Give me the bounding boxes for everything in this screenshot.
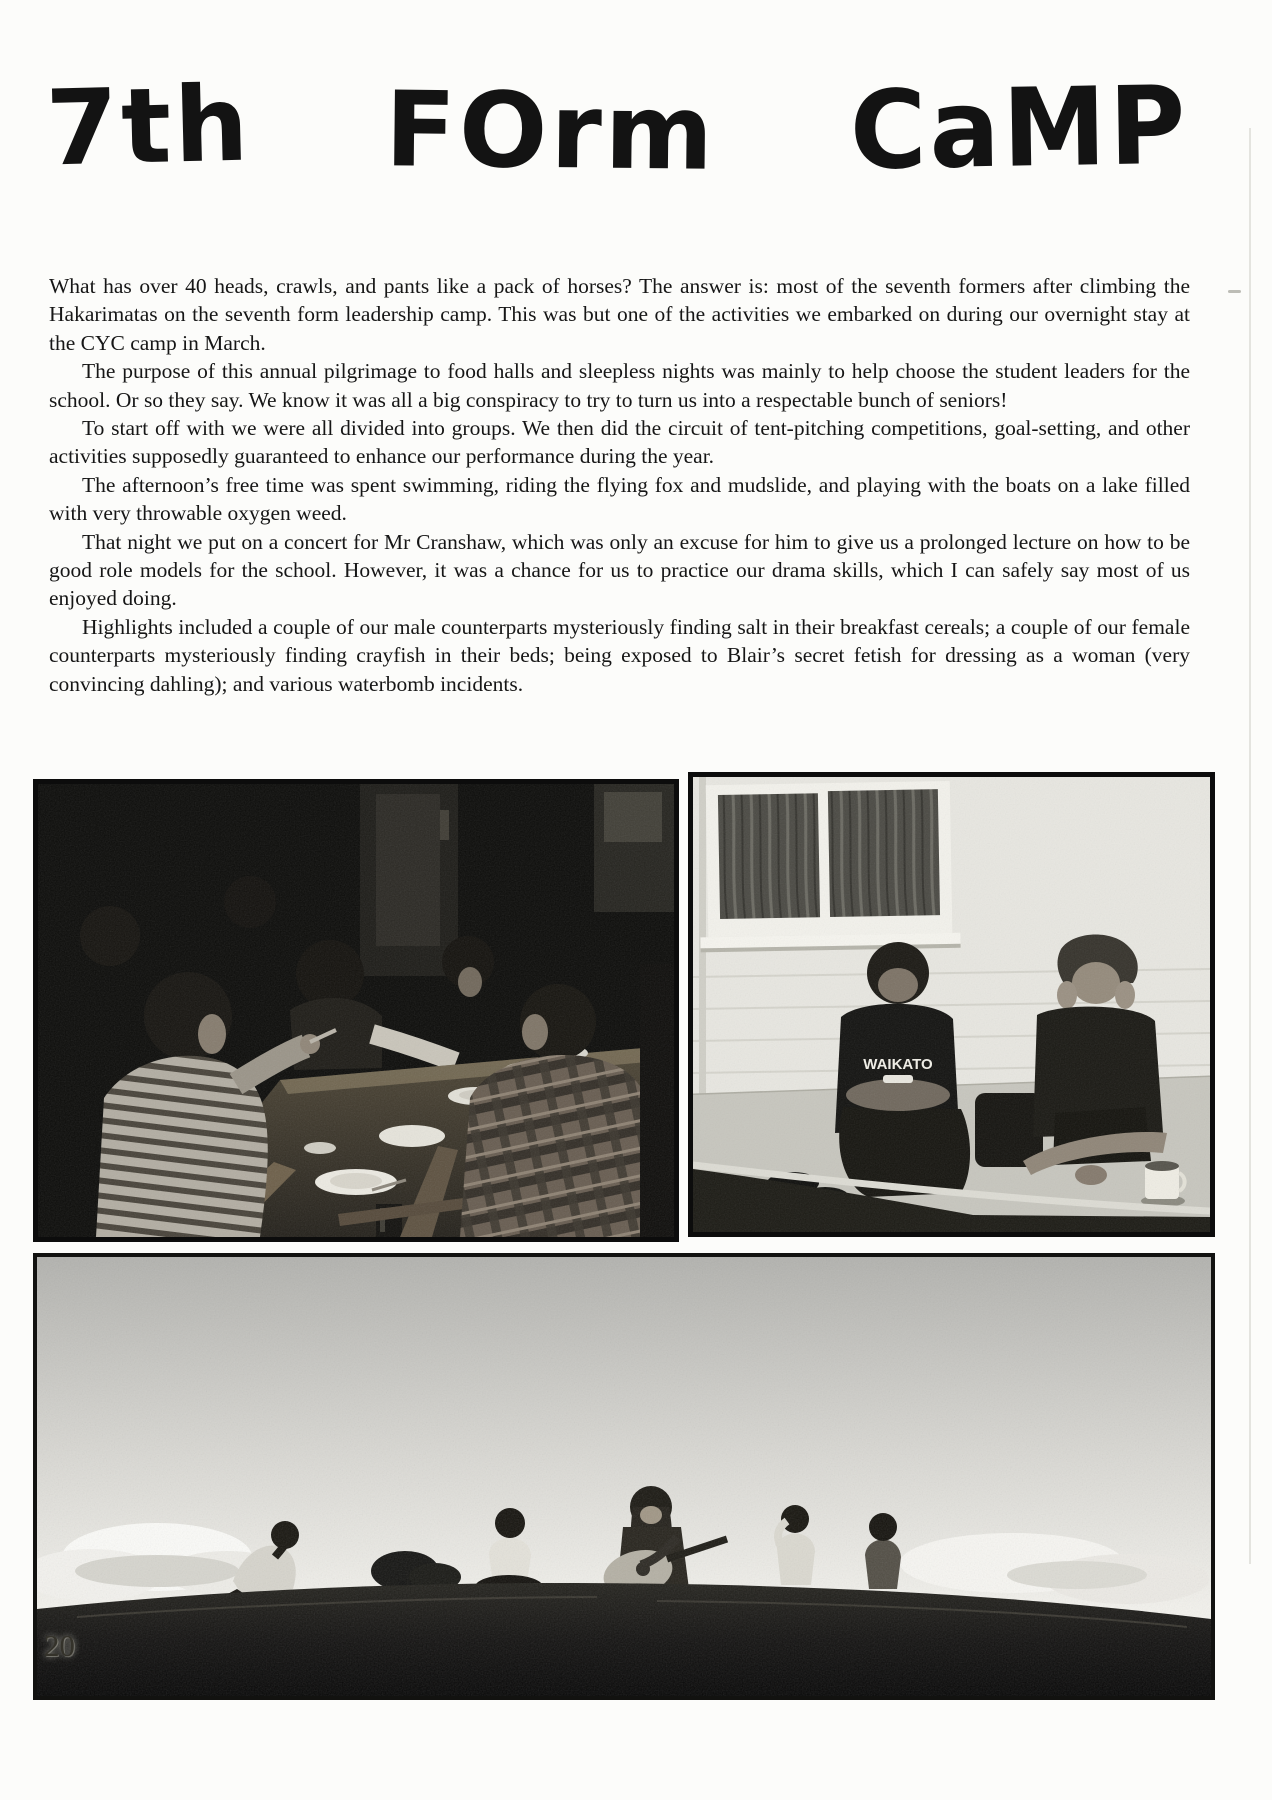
photo-dining-hall-illustration: [38, 784, 674, 1237]
photo-porch-illustration: [693, 777, 1210, 1232]
title-word: 7th: [44, 62, 253, 190]
scan-edge-line: [1249, 128, 1251, 1564]
page-number: 20: [44, 1628, 75, 1663]
body-paragraph: The afternoon’s free time was spent swimming, riding the flying fox and mudslide, and playing with the boats on a lake filled with very throwable oxygen weed.: [49, 472, 1190, 526]
film-grain: [38, 784, 674, 1237]
photo-dining-hall: [33, 779, 679, 1242]
body-paragraph: The purpose of this annual pilgrimage to food halls and sleepless nights was mainly to help choose the student leaders for the school. Or so they say. We know it was all a big conspiracy to try to turn us into a respectable bunch of seniors!: [49, 359, 1190, 412]
body-paragraph: To start off with we were all divided into groups. We then did the circuit of tent-pitching competitions, goal-setting, and other activities supposedly guaranteed to enhance our performance during the year.: [49, 416, 1190, 469]
body-paragraph: Highlights included a couple of our male counterparts mysteriously finding salt in their breakfast cereals; a couple of our female counterparts mysteriously finding crayfish in their beds; being exposed to Blair’s secret fetish for dressing as a woman (very convincing dahling); and various waterbomb incidents.: [49, 614, 1190, 696]
film-grain: [693, 777, 1210, 1232]
body-paragraph: What has over 40 heads, crawls, and pants like a pack of horses? The answer is: most of the seventh formers after climbing the Hakarimatas on the seventh form leadership camp. This was but one of the activities we embarked on during our overnight stay at the CYC camp in March.: [49, 274, 1190, 355]
film-grain: [37, 1257, 1211, 1696]
photo-porch: [688, 772, 1215, 1237]
title-word: FOrm: [384, 68, 717, 194]
shirt-logo-text: WAIKATO: [863, 1056, 933, 1073]
scan-dash-artifact: [1228, 290, 1241, 293]
article-body: [49, 272, 1190, 698]
page-title: [44, 61, 1189, 244]
photo-hilltop-illustration: [37, 1257, 1211, 1696]
title-word: CaMP: [848, 61, 1189, 195]
body-paragraph: That night we put on a concert for Mr Cranshaw, which was only an excuse for him to give us a prolonged lecture on how to be good role models for the school. However, it was a chance for us to practice our drama skills, which I can safely say most of us enjoyed doing.: [49, 529, 1190, 611]
photo-hilltop: [33, 1253, 1215, 1700]
